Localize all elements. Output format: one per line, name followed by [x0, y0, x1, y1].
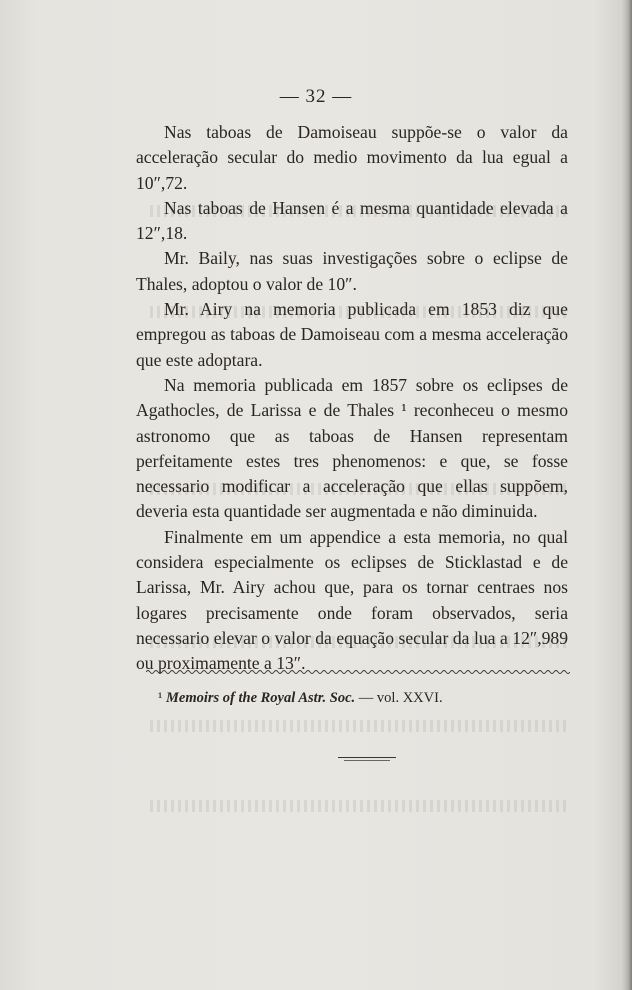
main-text [136, 120, 568, 677]
paragraph: Nas taboas de Hansen é a mesma quantidade elevada a 12″,18. [136, 197, 568, 244]
page-number: — 32 — [279, 86, 353, 107]
page-edge-shadow [622, 0, 632, 990]
end-rule [338, 757, 396, 758]
footnote-marker: ¹ [158, 690, 163, 706]
paragraph: Nas taboas de Damoiseau suppõe-se o valor da acceleração secular do medio movimento da lua egual a 10″,72. [136, 122, 568, 193]
paragraph: Finalmente em um appendice a esta memoria, no qual considera especialmente os eclipses de Sticklastad e de Larissa, Mr. Airy achou que, para os tornar centraes nos logares precisamente onde foram observados, seria necessario elevar o valor da equação secular da lua a 12″,989 ou proximamente a 13″. [136, 526, 568, 674]
paragraph: Na memoria publicada em 1857 sobre os eclipses de Agathocles, de Larissa e de Thales ¹ reconheceu o mesmo astronomo que as taboas de Hansen representam perfeitamente estes tres phenomenos: e que, se fosse necessario modificar a acceleração que ellas suppõem, deveria esta quantidade ser augmentada e não diminuida. [136, 374, 568, 522]
footnote-volume: — vol. XXVI. [358, 690, 443, 706]
footnote-title: Memoirs of the Royal Astr. Soc. [165, 690, 356, 706]
bleed-through [150, 720, 570, 732]
end-rule-secondary [344, 760, 390, 761]
paragraph: Mr. Baily, nas suas investigações sobre o eclipse de Thales, adoptou o valor de 10″. [136, 248, 568, 294]
footnote [158, 690, 443, 707]
paragraph: Mr. Airy na memoria publicada em 1853 diz que empregou as taboas de Damoiseau com a mesma acceleração que este adoptara. [136, 299, 568, 370]
bleed-through [150, 800, 570, 812]
footnote-separator [146, 668, 570, 676]
